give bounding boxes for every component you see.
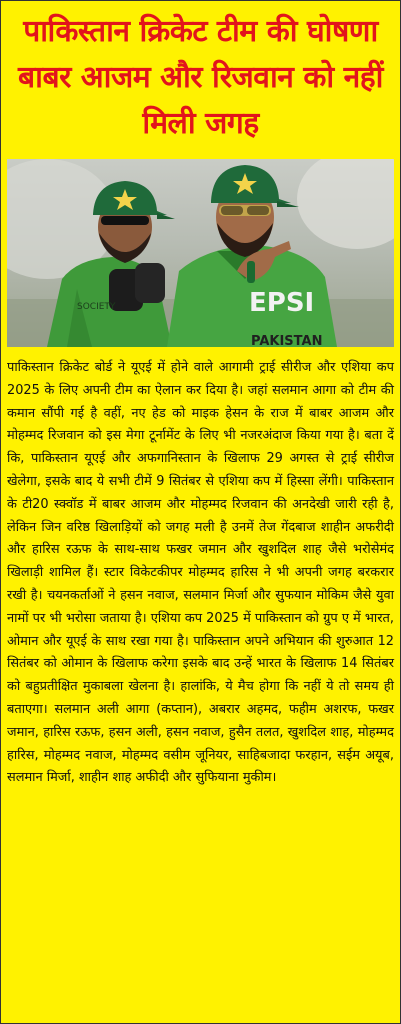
jersey-text-right: PAKISTAN	[251, 334, 323, 347]
jersey-text-left: EPSI	[249, 288, 315, 318]
cricket-players-illustration	[7, 159, 394, 347]
svg-text:SOCIETY: SOCIETY	[77, 302, 116, 312]
article-body: पाकिस्तान क्रिकेट बोर्ड ने यूएई में होने वाले आगामी ट्राई सीरीज और एशिया कप 2025 के लिए अपनी टीम का ऐलान कर दिया है। जहां सलमान आगा को टीम की कमान सौंपी गई है वहीं, नए हेड को माइक हेसन के राज में बाबर आजम और मोहम्मद रिजवान को इस मेगा टूर्नामेंट के लिए भी नजरअंदाज किया गया है। बता दें कि, पाकिस्तान यूएई और अफगानिस्तान के खिलाफ 29 अगस्त से ट्राई सीरीज खेलेगा, इसके बाद ये सभी टीमें 9 सितंबर से एशिया कप में हिस्सा लेंगी। पाकिस्तान के टी20 स्क्वॉड में बाबर आजम और मोहम्मद रिजवान की अनदेखी जारी रही है, लेकिन जिन वरिष्ठ खिलाड़ियों को जगह मली है उनमें तेज गेंदबाज शाहीन अफरीदी और हारिस रऊफ के साथ-साथ फखर जमान और खुशदिल शाह जैसे भरोसेमंद खिलाड़ी शामिल हैं। स्टार विकेटकीपर मोहम्मद हारिस ने भी अपनी जगह बरकरार रखी है। चयनकर्ताओं ने हसन नवाज, सलमान मिर्जा और सुफयान मोकिम जैसे युवा नामों पर भी भरोसा जताया है। एशिया कप 2025 में पाकिस्तान को ग्रुप ए में भारत, ओमान और यूएई के साथ रखा गया है। पाकिस्तान अपने अभियान की शुरुआत 12 सितंबर को ओमान के खिलाफ करेगा इसके बाद उन्हें भारत के खिलाफ 14 सितंबर को बहुप्रतीक्षित मुकाबला खेलना है। हालांकि, ये मैच होगा कि नहीं ये तो समय ही बताएगा। सलमान अली आगा (कप्तान), अबरार अहमद, फहीम अशरफ, फखर जमान, हारिस रऊफ, हसन अली, हसन नवाज, हुसैन तलत, खुशदिल शाह, मोहम्मद हारिस, मोहम्मद नवाज, मोहम्मद वसीम जूनियर, साहिबजादा फरहान, सईम अयूब, सलमान मिर्जा, शाहीन शाह अफीदी और सुफियाना मुकीम।	[7, 360, 394, 786]
players-photo	[7, 159, 394, 347]
headline: पाकिस्तान क्रिकेट टीम की घोषणा बाबर आजम और रिजवान को नहीं मिली जगह	[18, 14, 383, 141]
